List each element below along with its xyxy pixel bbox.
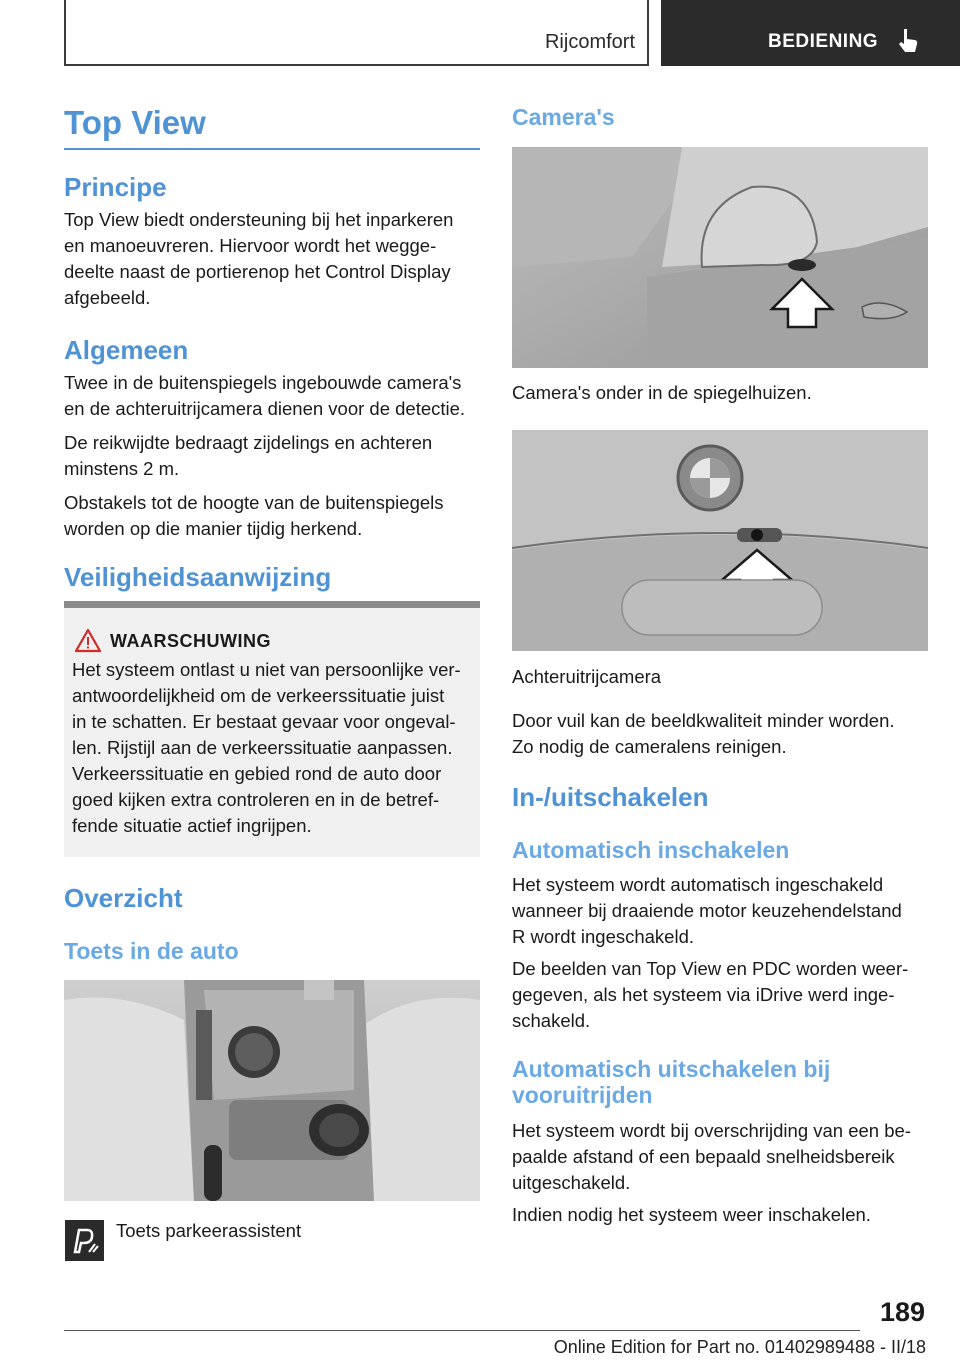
auto-off-heading: vooruitrijden [512, 1082, 653, 1108]
warning-line: len. Rijstijl aan de verkeerssituatie aanpassen. [72, 737, 453, 758]
warning-line: fende situatie actief ingrijpen. [72, 815, 312, 836]
algemeen-line: worden op die manier tijdig herkend. [64, 518, 363, 539]
mirror-camera-photo [512, 147, 928, 368]
rear-camera-photo [512, 430, 928, 651]
auto-on-line: gegeven, als het systeem via iDrive werd inge- [512, 984, 895, 1005]
principe-heading: Principe [64, 172, 167, 202]
chapter-name: BEDIENING [768, 31, 879, 52]
warning-title: WAARSCHUWING [110, 631, 271, 651]
park-assist-button-icon [65, 1220, 104, 1261]
auto-off-heading: Automatisch uitschakelen bij [512, 1056, 831, 1082]
dirt-line: Zo nodig de cameralens reinigen. [512, 736, 787, 757]
mirror-caption: Camera's onder in de spiegelhuizen. [512, 382, 812, 403]
principe-line: afgebeeld. [64, 287, 151, 308]
safety-heading: Veiligheidsaanwijzing [64, 562, 332, 592]
warning-text [72, 657, 477, 839]
warning-box [64, 601, 480, 857]
warning-bar [64, 601, 480, 608]
auto-off-line: paalde afstand of een bepaald snelheidsbereik [512, 1146, 895, 1167]
page-number: 189 [880, 1297, 926, 1327]
auto-on-line: De beelden van Top View en PDC worden weer- [512, 958, 909, 979]
principe-line: en manoeuvreren. Hiervoor wordt het wegge- [64, 235, 437, 256]
section-name: Rijcomfort [544, 31, 635, 53]
auto-off-line: Het systeem wordt bij overschrijding van een be- [512, 1120, 911, 1141]
page-header [64, 0, 960, 66]
warning-line: antwoordelijkheid om de verkeerssituatie juist [72, 685, 445, 706]
auto-on-line: Het systeem wordt automatisch ingeschakeld [512, 874, 884, 895]
principe-line: Top View biedt ondersteuning bij het inparkeren [64, 209, 454, 230]
dirt-line: Door vuil kan de beeldkwaliteit minder worden. [512, 710, 895, 731]
auto-on-line: schakeld. [512, 1010, 591, 1031]
algemeen-line: Twee in de buitenspiegels ingebouwde camera's [64, 372, 462, 393]
algemeen-line: minstens 2 m. [64, 458, 180, 479]
auto-on-line: R wordt ingeschakeld. [512, 926, 695, 947]
rear-caption: Achteruitrijcamera [512, 666, 662, 687]
algemeen-line: en de achteruitrijcamera dienen voor de detectie. [64, 398, 466, 419]
overzicht-heading: Overzicht [64, 883, 183, 913]
key-caption: Toets parkeerassistent [116, 1220, 302, 1241]
pointing-hand-icon [897, 28, 919, 54]
footer-rule [64, 1330, 860, 1331]
warning-line: Het systeem ontlast u niet van persoonlijke ver- [72, 659, 461, 680]
algemeen-line: Obstakels tot de hoogte van de buitenspiegels [64, 492, 444, 513]
console-photo [64, 980, 480, 1201]
switch-heading: In-/uitschakelen [512, 782, 709, 812]
header-chapter-tab [661, 0, 960, 66]
algemeen-line: De reikwijdte bedraagt zijdelings en achteren [64, 432, 433, 453]
auto-off-line: uitgeschakeld. [512, 1172, 631, 1193]
auto-on-heading: Automatisch inschakelen [512, 837, 790, 863]
principe-line: deelte naast de portierenop het Control Display [64, 261, 451, 282]
algemeen-heading: Algemeen [64, 335, 189, 365]
edition-text: Online Edition for Part no. 01402989488 - II/18 [553, 1337, 926, 1357]
toets-subheading: Toets in de auto [64, 938, 239, 964]
warning-line: Verkeerssituatie en gebied rond de auto door [72, 763, 442, 784]
warning-line: in te schatten. Er bestaat gevaar voor ongeval- [72, 711, 456, 732]
auto-on-line: wanneer bij draaiende motor keuzehendelstand [512, 900, 902, 921]
auto-off-line: Indien nodig het systeem weer inschakelen. [512, 1204, 871, 1225]
page-title: Top View [64, 104, 206, 141]
header-section-tab [64, 0, 649, 66]
cameras-heading: Camera's [512, 104, 615, 130]
warning-triangle-icon [74, 628, 102, 653]
warning-line: goed kijken extra controleren en in de betref- [72, 789, 440, 810]
title-rule [64, 148, 480, 150]
